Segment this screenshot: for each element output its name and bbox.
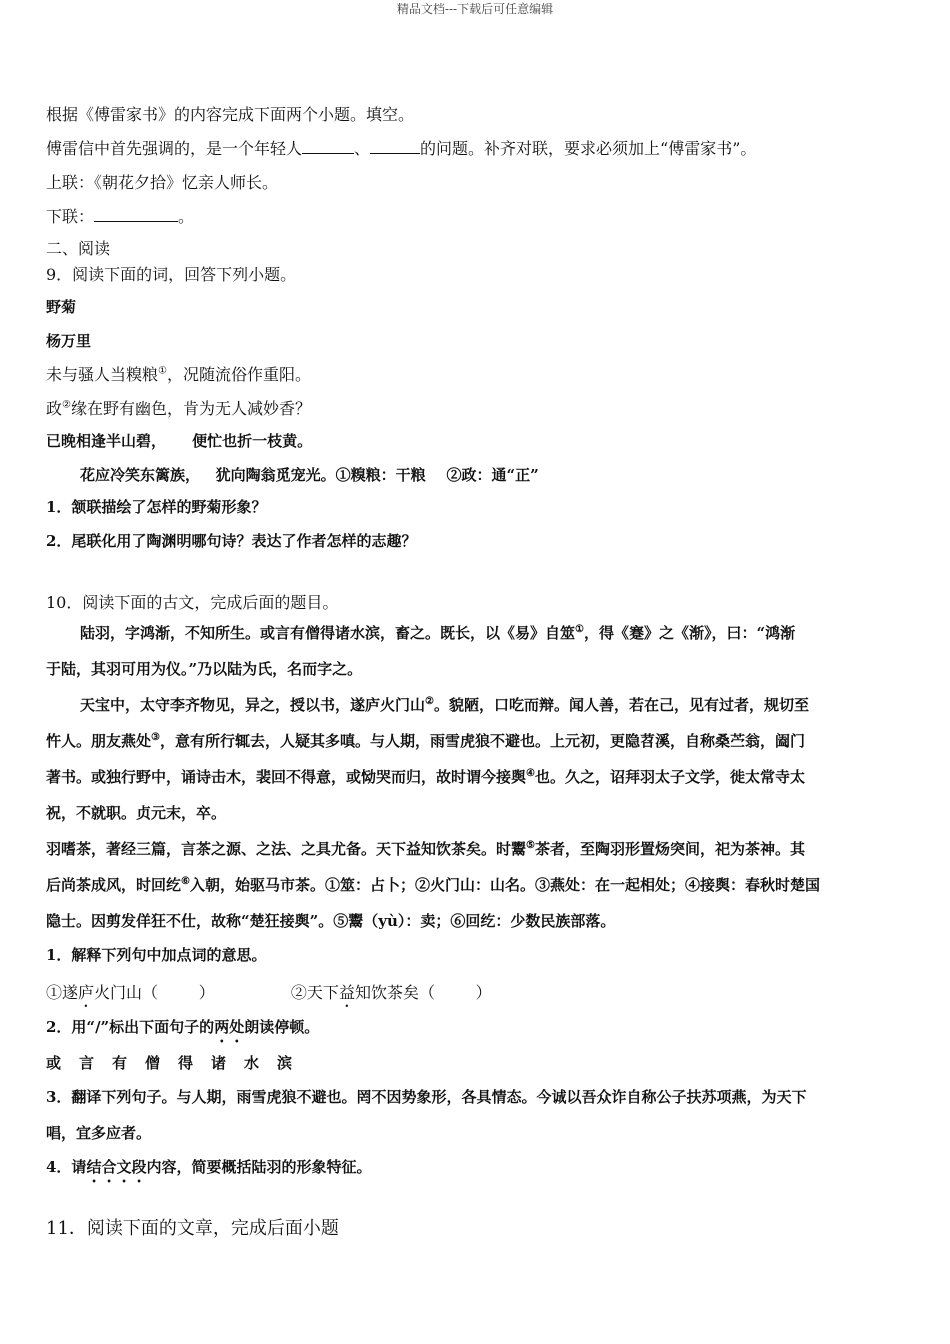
footnote-mark: ⑤	[526, 840, 535, 851]
poem-line-3: 已晚相逢半山碧， 便忙也折一枝黄。	[46, 432, 313, 450]
section-title: 二、阅读	[46, 239, 111, 258]
passage-line-6: 祝，不就职。贞元末，卒。	[46, 804, 227, 822]
text: 未与骚人当糗粮	[46, 365, 159, 384]
text: 2．用“/”标出下面句子的	[46, 1018, 215, 1036]
text: 茶者，至陶羽形置炀突间，祀为茶神。其	[534, 840, 805, 858]
text: 忤人。朋友燕处	[46, 732, 152, 750]
text: 后尚茶成风，时回纥	[46, 876, 182, 894]
passage-line-3	[80, 694, 809, 715]
passage-line-5	[46, 766, 805, 787]
passage-line-4	[46, 730, 805, 751]
footnote-mark: ①	[575, 624, 584, 635]
text: 火门山（ ）	[94, 983, 215, 1002]
text: 也。久之，诏拜羽太子文学，徙太常寺太	[534, 768, 805, 786]
question-10-3-cont: 唱，宜多应者。	[46, 1124, 152, 1142]
question-9: 9．阅读下面的词，回答下列小题。	[46, 265, 297, 284]
poem-author: 杨万里	[46, 332, 92, 350]
blank-1	[302, 139, 354, 154]
text: 羽嗜茶，著经三篇，言茶之源、之法、之具尤备。天下益知饮茶矣。时鬻	[46, 840, 527, 858]
footnote-mark: ③	[151, 732, 160, 743]
text: ②天下	[290, 983, 339, 1002]
text: 的问题。补齐对联，要求必须加上“傅雷家书”。	[420, 139, 757, 158]
text: 入朝，始驱马市茶。①筮：占卜；②火门山：山名。③燕处：在一起相处；④接舆：春秋时楚国	[189, 876, 820, 894]
text: ，得《蹇》之《渐》，曰：“鸿渐	[583, 624, 796, 642]
instruction-line: 根据《傅雷家书》的内容完成下面两个小题。填空。	[46, 105, 415, 124]
text: ①遂	[46, 983, 79, 1002]
passage-line-9: 隐士。因剪发佯狂不仕，故称“楚狂接舆”。⑤鬻（yù）：卖；⑥回纥：少数民族部落。	[46, 912, 616, 930]
text: 。	[178, 207, 195, 226]
dotted-word: 庐	[78, 983, 95, 1002]
text: 天宝中，太守李齐物见，异之，授以书，遂庐火门山	[80, 696, 426, 714]
blank-2	[370, 139, 420, 154]
text: 政	[46, 399, 63, 418]
text: 知饮茶矣（ ）	[354, 983, 492, 1002]
answer-row	[46, 980, 492, 1011]
text: 缘在野有幽色，肯为无人减妙香？	[70, 399, 311, 418]
text: 朗读停顿。	[244, 1018, 320, 1036]
text: 著书。或独行野中，诵诗击木，裴回不得意，或恸哭而归，故时谓今接舆	[46, 768, 527, 786]
dotted-word: 益	[338, 983, 355, 1002]
text: ，意有所行辄去，人疑其多嗔。与人期，雨雪虎狼不避也。上元初，更隐苕溪，自称桑苎翁，阖门	[159, 732, 805, 750]
couplet-lower	[46, 204, 194, 227]
couplet-upper: 上联：《朝花夕拾》忆亲人师长。	[46, 173, 279, 192]
text: 下联：	[46, 207, 95, 226]
text: 、	[354, 139, 371, 158]
question-11: 11．阅读下面的文章，完成后面小题	[46, 1218, 339, 1239]
passage-line-8	[46, 874, 820, 895]
poem-line-2	[46, 396, 311, 419]
fill-blank-line	[46, 136, 756, 159]
footnote-mark: ⑥	[181, 876, 190, 887]
question-9-2: 2．尾联化用了陶渊明哪句诗？表达了作者怎样的志趣？	[46, 532, 417, 550]
text: 内容，简要概括陆羽的形象特征。	[146, 1158, 372, 1176]
passage-line-2: 于陆，其羽可用为仪。”乃以陆为氏，名而字之。	[46, 660, 363, 678]
poem-line-4: 花应冷笑东篱族， 犹向陶翁觅宠光。①糗粮：干粮 ②政：通“正”	[80, 466, 539, 484]
question-10-3: 3．翻译下列句子。与人期，雨雪虎狼不避也。罔不因势象形，各具情态。今诚以吾众诈自称公子扶苏项燕，为天下	[46, 1088, 807, 1106]
dotted-word: 结合文段	[86, 1158, 147, 1176]
footnote-mark: ②	[62, 399, 71, 411]
footnote-mark: ②	[425, 696, 434, 707]
footnote-mark: ④	[526, 768, 535, 779]
text: 4．请	[46, 1158, 87, 1176]
passage-line-7	[46, 838, 805, 859]
question-9-1: 1．颔联描绘了怎样的野菊形象？	[46, 498, 267, 516]
text: ，况随流俗作重阳。	[166, 365, 311, 384]
text: 。貌陋，口吃而辩。闻人善，若在己，见有过者，规切至	[433, 696, 809, 714]
blank-3	[94, 207, 178, 222]
item-2	[291, 983, 492, 1002]
item-1	[46, 983, 215, 1002]
question-10: 10．阅读下面的古文，完成后面的题目。	[46, 593, 339, 612]
text: 陆羽，字鸿渐，不知所生。或言有僧得诸水滨，畜之。既长，以《易》自筮	[80, 624, 576, 642]
poem-title: 野菊	[46, 298, 77, 316]
footnote-mark: ①	[158, 365, 167, 377]
pause-sentence: 或言有僧得诸水滨	[46, 1054, 311, 1072]
page-header: 精品文档---下载后可任意编辑	[396, 2, 554, 16]
poem-line-1	[46, 362, 311, 385]
question-10-2	[46, 1016, 319, 1046]
text: 傅雷信中首先强调的，是一个年轻人	[46, 139, 303, 158]
question-10-1: 1．解释下列句中加点词的意思。	[46, 946, 267, 964]
dotted-word: 两处	[214, 1018, 245, 1036]
passage-line-1	[80, 622, 795, 643]
question-10-4	[46, 1156, 371, 1186]
